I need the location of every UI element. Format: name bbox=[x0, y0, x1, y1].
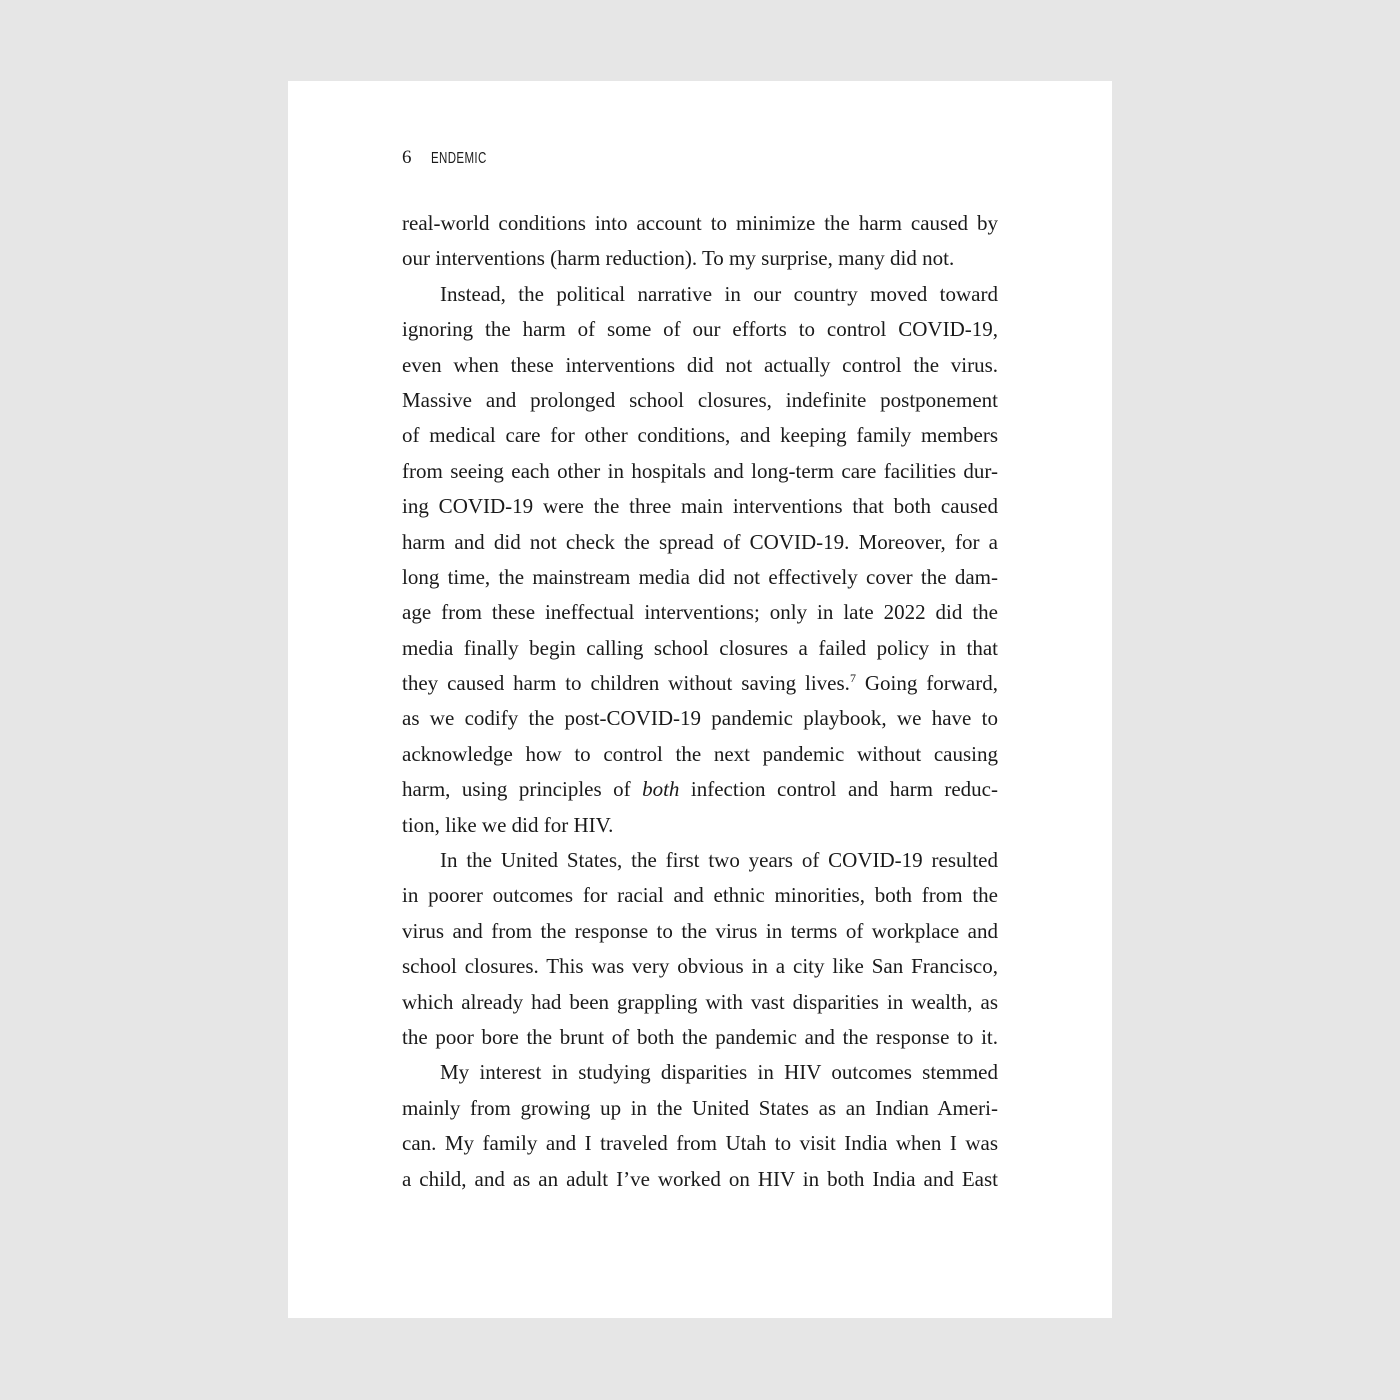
text-line: age from these ineffectual interventions; only in late 2022 did the bbox=[402, 600, 998, 625]
text-line: school closures. This was very obvious in a city like San Francisco, bbox=[402, 954, 998, 979]
text-line: media finally begin calling school closures a failed policy in that bbox=[402, 635, 998, 660]
text-line: tion, like we did for HIV. bbox=[402, 812, 614, 837]
text-line: real-world conditions into account to minimize the harm caused by bbox=[402, 211, 998, 235]
text-line: even when these interventions did not actually control the virus. bbox=[402, 352, 998, 377]
text-line: long time, the mainstream media did not effectively cover the dam- bbox=[402, 564, 998, 589]
text-line: In the United States, the first two years of COVID-19 resulted bbox=[440, 848, 998, 873]
text-line: can. My family and I traveled from Utah to visit India when I was bbox=[402, 1131, 998, 1156]
text-line: Massive and prolonged school closures, indefinite postponement bbox=[402, 387, 998, 412]
text-line: from seeing each other in hospitals and long-term care facilities dur- bbox=[402, 458, 998, 483]
text-line: My interest in studying disparities in HIV outcomes stemmed bbox=[440, 1060, 998, 1085]
text-line: ignoring the harm of some of our efforts to control COVID-19, bbox=[402, 317, 998, 342]
running-head bbox=[402, 147, 508, 171]
book-title: ENDEMIC bbox=[430, 150, 487, 167]
text-line: ing COVID-19 were the three main interventions that both caused bbox=[402, 494, 998, 519]
text-line: Instead, the political narrative in our country moved toward bbox=[440, 281, 998, 306]
text-line: our interventions (harm reduction). To my surprise, many did not. bbox=[402, 246, 955, 271]
text-line: in poorer outcomes for racial and ethnic minorities, both from the bbox=[402, 883, 998, 908]
text-line: harm and did not check the spread of COVID-19. Moreover, for a bbox=[402, 529, 998, 554]
page-number: 6 bbox=[402, 147, 412, 168]
emphasis: both bbox=[642, 777, 680, 802]
text-line: they caused harm to children without saving lives.$^7$ Going forward, bbox=[402, 671, 998, 696]
text-line: of medical care for other conditions, and keeping family members bbox=[402, 423, 998, 448]
footnote-reference: 7 bbox=[849, 671, 856, 686]
text-line: virus and from the response to the virus in terms of workplace and bbox=[402, 918, 998, 943]
text-line: mainly from growing up in the United States as an Indian Ameri- bbox=[402, 1095, 998, 1120]
text-line: harm, using principles of both infection control and harm reduc- bbox=[402, 777, 998, 802]
text-line: acknowledge how to control the next pandemic without causing bbox=[402, 741, 998, 766]
text-line: a child, and as an adult I’ve worked on HIV in both India and East bbox=[402, 1166, 998, 1191]
book-page bbox=[288, 81, 1112, 1318]
text-line: as we codify the post-COVID-19 pandemic playbook, we have to bbox=[402, 706, 998, 731]
text-line: which already had been grappling with vast disparities in wealth, as bbox=[402, 989, 998, 1014]
text-line: the poor bore the brunt of both the pandemic and the response to it. bbox=[402, 1024, 998, 1049]
body-text bbox=[402, 206, 998, 1197]
